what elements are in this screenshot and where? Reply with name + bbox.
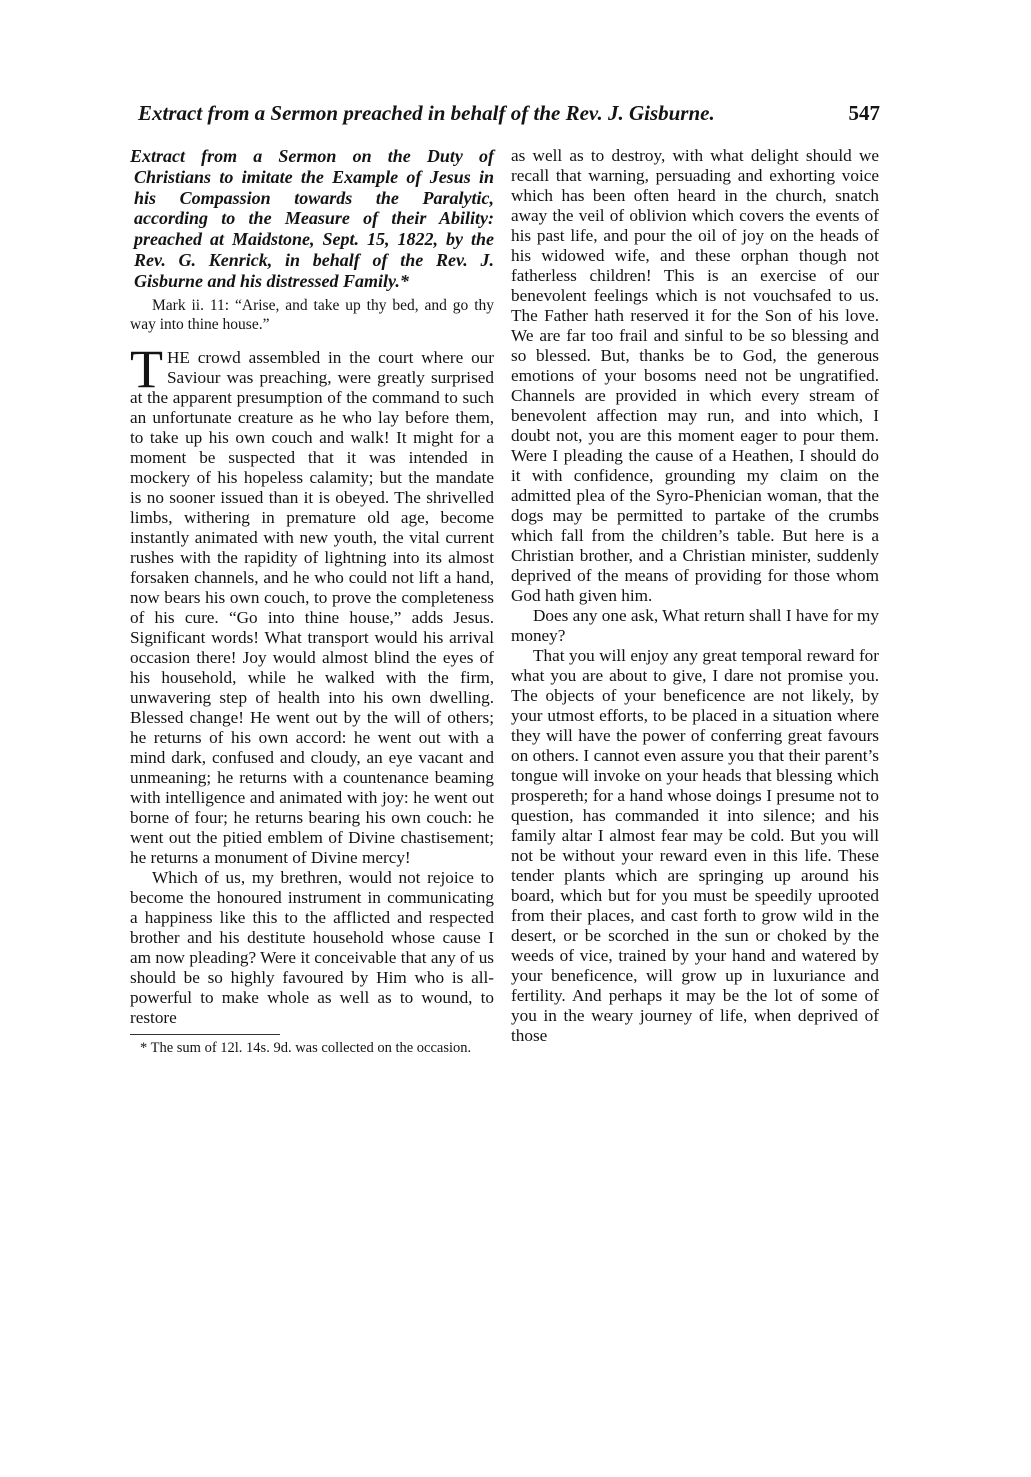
epigraph: Mark ii. 11: “Arise, and take up thy bed, and go thy way into thine house.”	[130, 296, 494, 333]
extract-title: Extract from a Sermon on the Duty of Christians to imitate the Example of Jesus in his Compassion towards the Paralytic, according to the Measure of their Ability: preached at Maidstone, Sept. 15, 1822, by the Rev. G. Kenrick, in behalf of the Rev. J. Gisburne and his distressed Family.*	[130, 146, 494, 291]
left-column	[130, 146, 494, 1057]
left-paragraph-1-text: HE crowd assembled in the court where our Saviour was preaching, were greatly surprised at the apparent presumption of the command to such an unfortunate creature as he who lay before them, to take up his own couch and walk! It might for a moment be suspected that it was intended in mockery of his hopeless calamity; but the mandate is no sooner issued than it is obeyed. The shrivelled limbs, withering in premature old age, become instantly animated with new youth, the vital current rushes with the rapidity of lightning into its almost forsaken channels, and he who could not lift a hand, now bears his own couch, to prove the completeness of his cure. “Go into thine house,” adds Jesus. Significant words! What transport would his arrival occasion there! Joy would almost blind the eyes of his household, while he walked with the firm, unwavering step of health into his own dwelling. Blessed change! He went out by the will of others; he returns of his own accord: he went out with a mind dark, confused and cloudy, an eye vacant and unmeaning; he returns with a countenance beaming with intelligence and animated with joy: he went out borne of four; he returns bearing his own couch: he went out the pitied emblem of Divine chastisement; he returns a monument of Divine mercy!	[130, 347, 494, 867]
page-number: 547	[848, 101, 880, 125]
left-paragraph-2: Which of us, my brethren, would not rejoice to become the honoured instrument in communicating a happiness like this to the afflicted and respected brother and his destitute household whose cause I am now pleading? Were it conceivable that any of us should be so highly favoured by Him who is all-powerful to make whole as well as to wound, to restore	[130, 867, 494, 1027]
drop-cap: T	[130, 338, 163, 399]
running-header	[128, 96, 880, 130]
footnote-rule	[130, 1034, 280, 1035]
right-paragraph-1: as well as to destroy, with what delight should we recall that warning, persuading and exhorting voice which has been often heard in the church, snatch away the veil of oblivion which covers the events of his past life, and pour the oil of joy on the heads of his widowed wife, and these orphan though not fatherless children! This is an exercise of our benevolent feelings which is not vouchsafed to us. The Father hath reserved it for the Son of his love. We are far too frail and sinful to be so blessing and so blessed. But, thanks be to God, the generous emotions of your bosoms need not be ungratified. Channels are provided in which every stream of benevolent affection may run, and into which, I doubt not, you are this moment eager to pour them. Were I pleading the cause of a Heathen, I should do it with confidence, grounding my claim on the admitted plea of the Syro-Phenician woman, that the dogs may be permitted to partake of the crumbs which fall from the children’s table. But here is a Christian brother, and a Christian minister, suddenly deprived of the means of providing for those whom God hath given him.	[511, 146, 879, 605]
right-column	[511, 146, 879, 1046]
right-paragraph-2: Does any one ask, What return shall I have for my money?	[511, 606, 879, 645]
right-paragraph-3: That you will enjoy any great temporal reward for what you are about to give, I dare not promise you. The objects of your beneficence are not likely, by your utmost efforts, to be placed in a situation where they will have the power of conferring great favours on others. I cannot even assure you that their parent’s tongue will invoke on your heads that blessing which prospereth; for a hand whose doings I presume not to question, has commanded it into silence; and his family altar I almost fear may be cold. But you will not be without your reward even in this life. These tender plants which are springing up around his board, which but for you must be speedily uprooted from their places, and cast forth to grow wild in the desert, or be scorched in the sun or choked by the weeds of vice, trained by your hand and watered by your beneficence, will grow up in luxuriance and fertility. And perhaps it may be the lot of some of you in the weary journey of life, when deprived of those	[511, 646, 879, 1045]
footnote: * The sum of 12l. 14s. 9d. was collected on the occasion.	[140, 1039, 472, 1056]
left-paragraph-1	[130, 338, 494, 868]
running-title: Extract from a Sermon preached in behalf of the Rev. J. Gisburne.	[138, 101, 715, 125]
